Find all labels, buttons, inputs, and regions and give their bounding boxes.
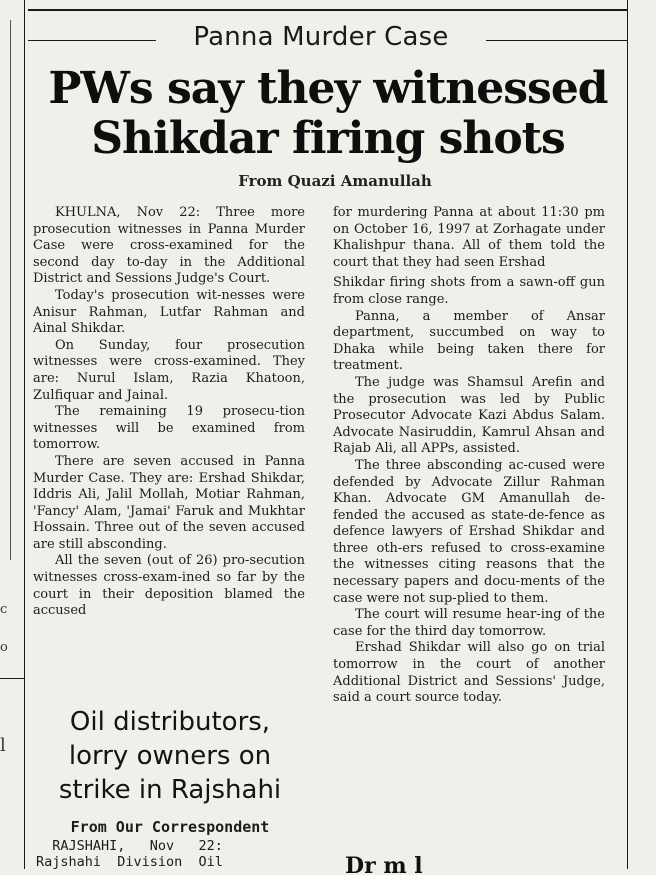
left-edge-box bbox=[10, 20, 11, 560]
side-body-line-1: RAJSHAHI, Nov 22: bbox=[36, 838, 223, 854]
side-headline-line-2: lorry owners on bbox=[68, 741, 272, 771]
headline-line-1: PWs say they witnessed bbox=[48, 63, 608, 114]
side-body-line-2: Rajshahi Division Oil bbox=[36, 854, 223, 870]
paragraph: Today's prosecution wit-nesses were Anisur Rahman, Lutfar Rahman and Ainal Shikdar. bbox=[33, 287, 305, 337]
kicker-rule-left bbox=[28, 40, 156, 41]
paragraph: The court will resume hear-ing of the case for the third day tomorrow. bbox=[333, 607, 605, 639]
headline-line-2: Shikdar firing shots bbox=[91, 113, 565, 164]
edge-fragment-c: c bbox=[0, 602, 8, 617]
paragraph-continued: for murdering Panna at about 11:30 pm on October 16, 1997 at Zorhagate under Khalishpur thana. All of them told the court that they had seen Ershad bbox=[333, 205, 605, 270]
next-headline-fragment: Dr m l bbox=[345, 855, 423, 875]
paragraph: Shikdar firing shots from a sawn-off gun from close range. bbox=[333, 275, 605, 307]
paragraph: On Sunday, four prosecution witnesses were cross-examined. They are: Nurul Islam, Razia Khatoon, Zulfiquar and Jainal. bbox=[33, 337, 305, 403]
left-column-rule bbox=[24, 0, 25, 869]
paragraph: Panna, a member of Ansar department, succumbed on way to Dhaka while being taken there for treatment. bbox=[333, 308, 605, 374]
paragraph: The judge was Shamsul Arefin and the prosecution was led by Public Prosecutor Advocate Kazi Abdus Salam. Advocate Nasiruddin, Kamrul Ahsan and Rajab Ali, all APPs, assisted. bbox=[333, 374, 605, 457]
edge-fragment-o: o bbox=[0, 640, 8, 655]
article-column-2 bbox=[333, 205, 605, 707]
side-story-byline: From Our Correspondent bbox=[70, 818, 270, 836]
article-column-1 bbox=[33, 205, 305, 620]
paragraph: The three absconding ac-cused were defended by Advocate Zillur Rahman Khan. Advocate GM Amanullah de-fended the accused as state-de-fence as defence lawyers of Ershad Shikdar and three oth-ers refused to cross-examine the witnesses citing reasons that the necessary papers and docu-ments of the case were not sup-plied to them. bbox=[333, 457, 605, 606]
paragraph: Ershad Shikdar will also go on trial tomorrow in the court of another Additional District and Sessions' Judge, said a court source today. bbox=[333, 640, 605, 706]
article-headline bbox=[30, 64, 626, 164]
side-headline-line-3: strike in Rajshahi bbox=[58, 775, 282, 805]
paragraph: There are seven accused in Panna Murder Case. They are: Ershad Shikdar, Iddris Ali, Jalil Mollah, Motiar Rahman, 'Fancy' Alam, 'Jamai' Faruk and Mukhtar Hossain. Three out of the seven accused are still absconding. bbox=[33, 453, 305, 552]
side-headline-line-1: Oil distributors, bbox=[69, 707, 271, 737]
article-kicker: Panna Murder Case bbox=[193, 22, 449, 52]
left-edge-rule bbox=[0, 678, 24, 679]
paragraph: KHULNA, Nov 22: Three more prosecution witnesses in Panna Murder Case were cross-examined for the second day to-day in the Additional District and Sessions Judge's Court. bbox=[33, 205, 305, 287]
paragraph: The remaining 19 prosecu-tion witnesses will be examined from tomorrow. bbox=[33, 404, 305, 453]
side-story-headline bbox=[30, 705, 310, 807]
side-story-body bbox=[36, 838, 304, 870]
edge-fragment-l: l bbox=[0, 735, 6, 756]
article-byline: From Quazi Amanullah bbox=[238, 172, 432, 190]
top-rule bbox=[28, 9, 628, 11]
right-column-rule bbox=[627, 0, 628, 869]
paragraph: All the seven (out of 26) pro-secution witnesses cross-exam-ined so far by the court in their deposition blamed the accused bbox=[33, 553, 305, 619]
kicker-rule-right bbox=[486, 40, 628, 41]
